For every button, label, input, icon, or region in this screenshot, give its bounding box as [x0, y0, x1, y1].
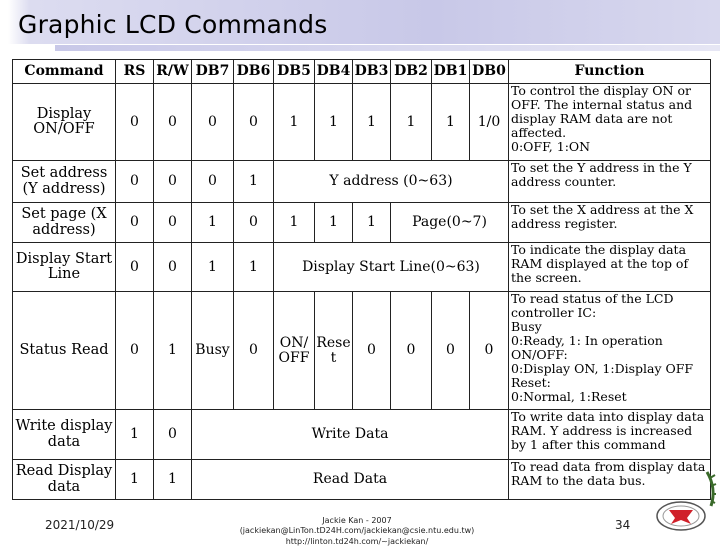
- function-line: To read data from display data: [511, 459, 706, 474]
- command-cell: Write display data: [13, 410, 116, 460]
- rw-cell: 0: [154, 161, 192, 203]
- merged-bits-cell: Y address (0~63): [274, 161, 509, 203]
- db6-cell: 1: [234, 243, 274, 292]
- db3-cell: 1: [353, 84, 391, 161]
- header-cell: DB1: [432, 60, 470, 84]
- db7-cell: Busy: [192, 292, 234, 410]
- header-cell: DB3: [353, 60, 391, 84]
- function-line: address counter.: [511, 174, 617, 189]
- function-line: Busy: [511, 319, 542, 334]
- command-cell: Set page (X address): [13, 203, 116, 243]
- rw-cell: 0: [154, 203, 192, 243]
- function-line: To read status of the LCD: [511, 291, 674, 306]
- function-cell: [509, 203, 711, 243]
- merged-bits-cell: Write Data: [192, 410, 509, 460]
- merged-bits-cell: Display Start Line(0~63): [274, 243, 509, 292]
- db0-cell: 1/0: [470, 84, 509, 161]
- header-cell: Command: [13, 60, 116, 84]
- rs-cell: 1: [116, 460, 154, 500]
- db5-cell: 1: [274, 203, 315, 243]
- function-line: the screen.: [511, 270, 582, 285]
- function-cell: [509, 292, 711, 410]
- rs-cell: 1: [116, 410, 154, 460]
- function-cell: [509, 410, 711, 460]
- command-cell: Read Display data: [13, 460, 116, 500]
- db6-cell: 0: [234, 292, 274, 410]
- function-line: To set the X address at the X: [511, 202, 694, 217]
- function-cell: [509, 84, 711, 161]
- header-cell: DB0: [470, 60, 509, 84]
- command-cell: Display ON/OFF: [13, 84, 116, 161]
- command-cell: Status Read: [13, 292, 116, 410]
- header-cell: RS: [116, 60, 154, 84]
- table-row: [13, 203, 711, 243]
- db2-cell: 0: [391, 292, 432, 410]
- command-table-wrapper: [12, 59, 710, 505]
- rs-cell: 0: [116, 243, 154, 292]
- header-cell: DB5: [274, 60, 315, 84]
- db7-cell: 0: [192, 161, 234, 203]
- command-table: [12, 59, 711, 500]
- merged-bits-cell: Page(0~7): [391, 203, 509, 243]
- function-line: 0:Display ON, 1:Display OFF: [511, 361, 694, 376]
- rs-cell: 0: [116, 161, 154, 203]
- command-cell: Set address (Y address): [13, 161, 116, 203]
- command-cell: Display Start Line: [13, 243, 116, 292]
- slide-title: Graphic LCD Commands: [18, 10, 328, 39]
- table-row: [13, 161, 711, 203]
- table-row: [13, 84, 711, 161]
- title-underline: [55, 45, 720, 51]
- function-line: To write data into display data: [511, 409, 705, 424]
- footer-date: 2021/10/29: [45, 518, 115, 532]
- db6-cell: 1: [234, 161, 274, 203]
- function-line: display RAM data are not: [511, 111, 673, 126]
- function-line: RAM to the data bus.: [511, 473, 646, 488]
- db2-cell: 1: [391, 84, 432, 161]
- db6-cell: 0: [234, 203, 274, 243]
- db3-cell: 1: [353, 203, 391, 243]
- header-cell: R/W: [154, 60, 192, 84]
- table-row: [13, 243, 711, 292]
- function-line: Reset:: [511, 375, 551, 390]
- table-header-row: [13, 60, 711, 84]
- function-line: affected.: [511, 125, 567, 140]
- db7-cell: 1: [192, 243, 234, 292]
- rw-cell: 0: [154, 243, 192, 292]
- db7-cell: 1: [192, 203, 234, 243]
- rw-cell: 1: [154, 460, 192, 500]
- db4-cell: Rese t: [315, 292, 353, 410]
- db4-cell: 1: [315, 84, 353, 161]
- function-line: RAM displayed at the top of: [511, 256, 689, 271]
- page-number: 34: [615, 518, 631, 532]
- rw-cell: 0: [154, 410, 192, 460]
- function-line: To control the display ON or: [511, 83, 691, 98]
- db1-cell: 0: [432, 292, 470, 410]
- merged-bits-cell: Read Data: [192, 460, 509, 500]
- db5-cell: 1: [274, 84, 315, 161]
- header-cell: DB7: [192, 60, 234, 84]
- db6-cell: 0: [234, 84, 274, 161]
- function-line: RAM. Y address is increased: [511, 423, 693, 438]
- function-line: by 1 after this command: [511, 437, 666, 452]
- function-line: controller IC:: [511, 305, 597, 320]
- table-row: [13, 292, 711, 410]
- footer-credit-line: Jackie Kan - 2007 (jackiekan@LinTon.tD24H.com/jackiekan@csie.ntu.edu.tw): [239, 516, 475, 536]
- db3-cell: 0: [353, 292, 391, 410]
- function-line: OFF. The internal status and: [511, 97, 693, 112]
- function-line: To set the Y address in the Y: [511, 160, 692, 175]
- footer-credit: [232, 516, 482, 547]
- header-cell: DB2: [391, 60, 432, 84]
- db5-cell: ON/ OFF: [274, 292, 315, 410]
- header-cell: Function: [509, 60, 711, 84]
- rs-cell: 0: [116, 292, 154, 410]
- header-cell: DB4: [315, 60, 353, 84]
- footer-credit-line: http://linton.td24h.com/~jackiekan/: [285, 536, 429, 546]
- function-line: To indicate the display data: [511, 242, 687, 257]
- function-line: ON/OFF:: [511, 347, 568, 362]
- function-line: 0:OFF, 1:ON: [511, 139, 591, 154]
- university-logo-icon: [655, 468, 717, 538]
- db1-cell: 1: [432, 84, 470, 161]
- rs-cell: 0: [116, 203, 154, 243]
- db0-cell: 0: [470, 292, 509, 410]
- rs-cell: 0: [116, 84, 154, 161]
- function-cell: [509, 161, 711, 203]
- table-row: [13, 460, 711, 500]
- function-line: 0:Normal, 1:Reset: [511, 389, 627, 404]
- function-line: address register.: [511, 216, 618, 231]
- table-row: [13, 410, 711, 460]
- function-line: 0:Ready, 1: In operation: [511, 333, 663, 348]
- header-cell: DB6: [234, 60, 274, 84]
- rw-cell: 1: [154, 292, 192, 410]
- rw-cell: 0: [154, 84, 192, 161]
- db4-cell: 1: [315, 203, 353, 243]
- function-cell: [509, 243, 711, 292]
- db7-cell: 0: [192, 84, 234, 161]
